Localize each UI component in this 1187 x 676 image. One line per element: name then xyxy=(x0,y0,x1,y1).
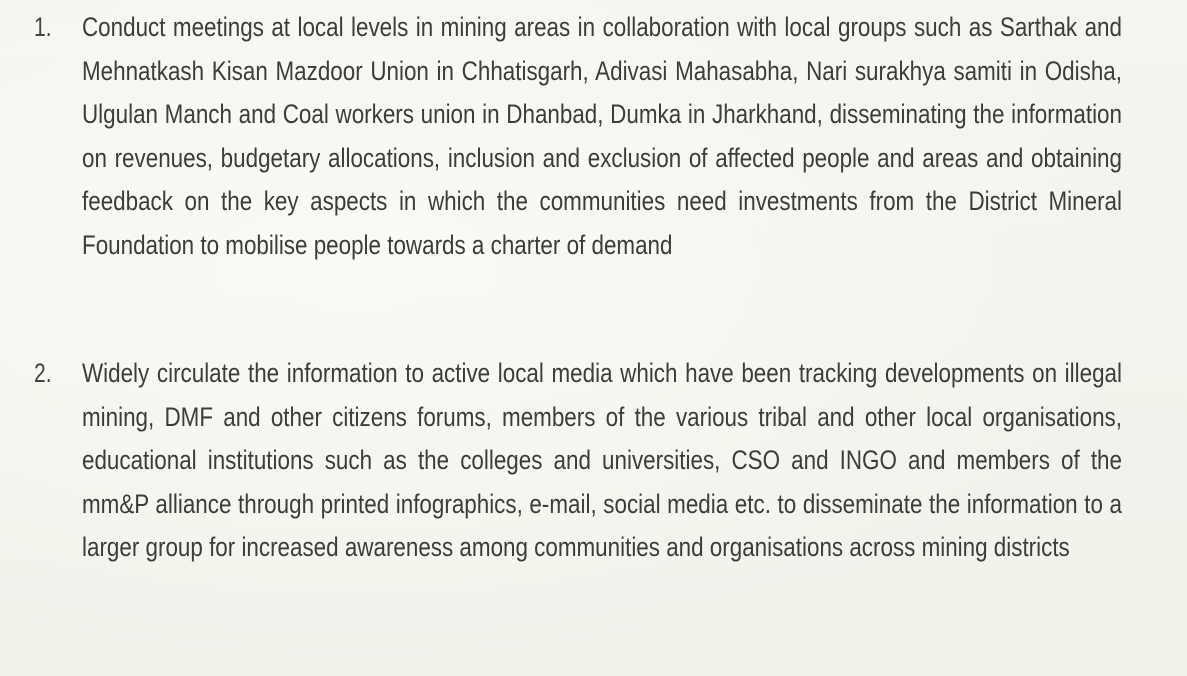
list-item-number: 1. xyxy=(34,12,52,42)
list-item-number: 2. xyxy=(34,358,52,388)
list-item-text: Conduct meetings at local levels in mining areas in collaboration with local groups such as Sarthak and Mehnatkash Kisan Mazdoor Union in Chhatisgarh, Adivasi Mahasabha, Nari surakhya samiti in Odisha, Ulgulan Manch and Coal workers union in Dhanbad, Dumka in Jharkhand, disseminating the information on revenues, budgetary allocations, inclusion and exclusion of affected people and areas and obtaining feedback on the key aspects in which the communities need investments from the District Mineral Foundation to mobilise people towards a charter of demand xyxy=(82,12,1122,260)
list-item-text: Widely circulate the information to active local media which have been tracking developments on illegal mining, DMF and other citizens forums, members of the various tribal and other local organisations, educational institutions such as the colleges and universities, CSO and INGO and members of the mm&P alliance through printed infographics, e-mail, social media etc. to disseminate the information to a larger group for increased awareness among communities and organisations across mining districts xyxy=(82,358,1122,562)
